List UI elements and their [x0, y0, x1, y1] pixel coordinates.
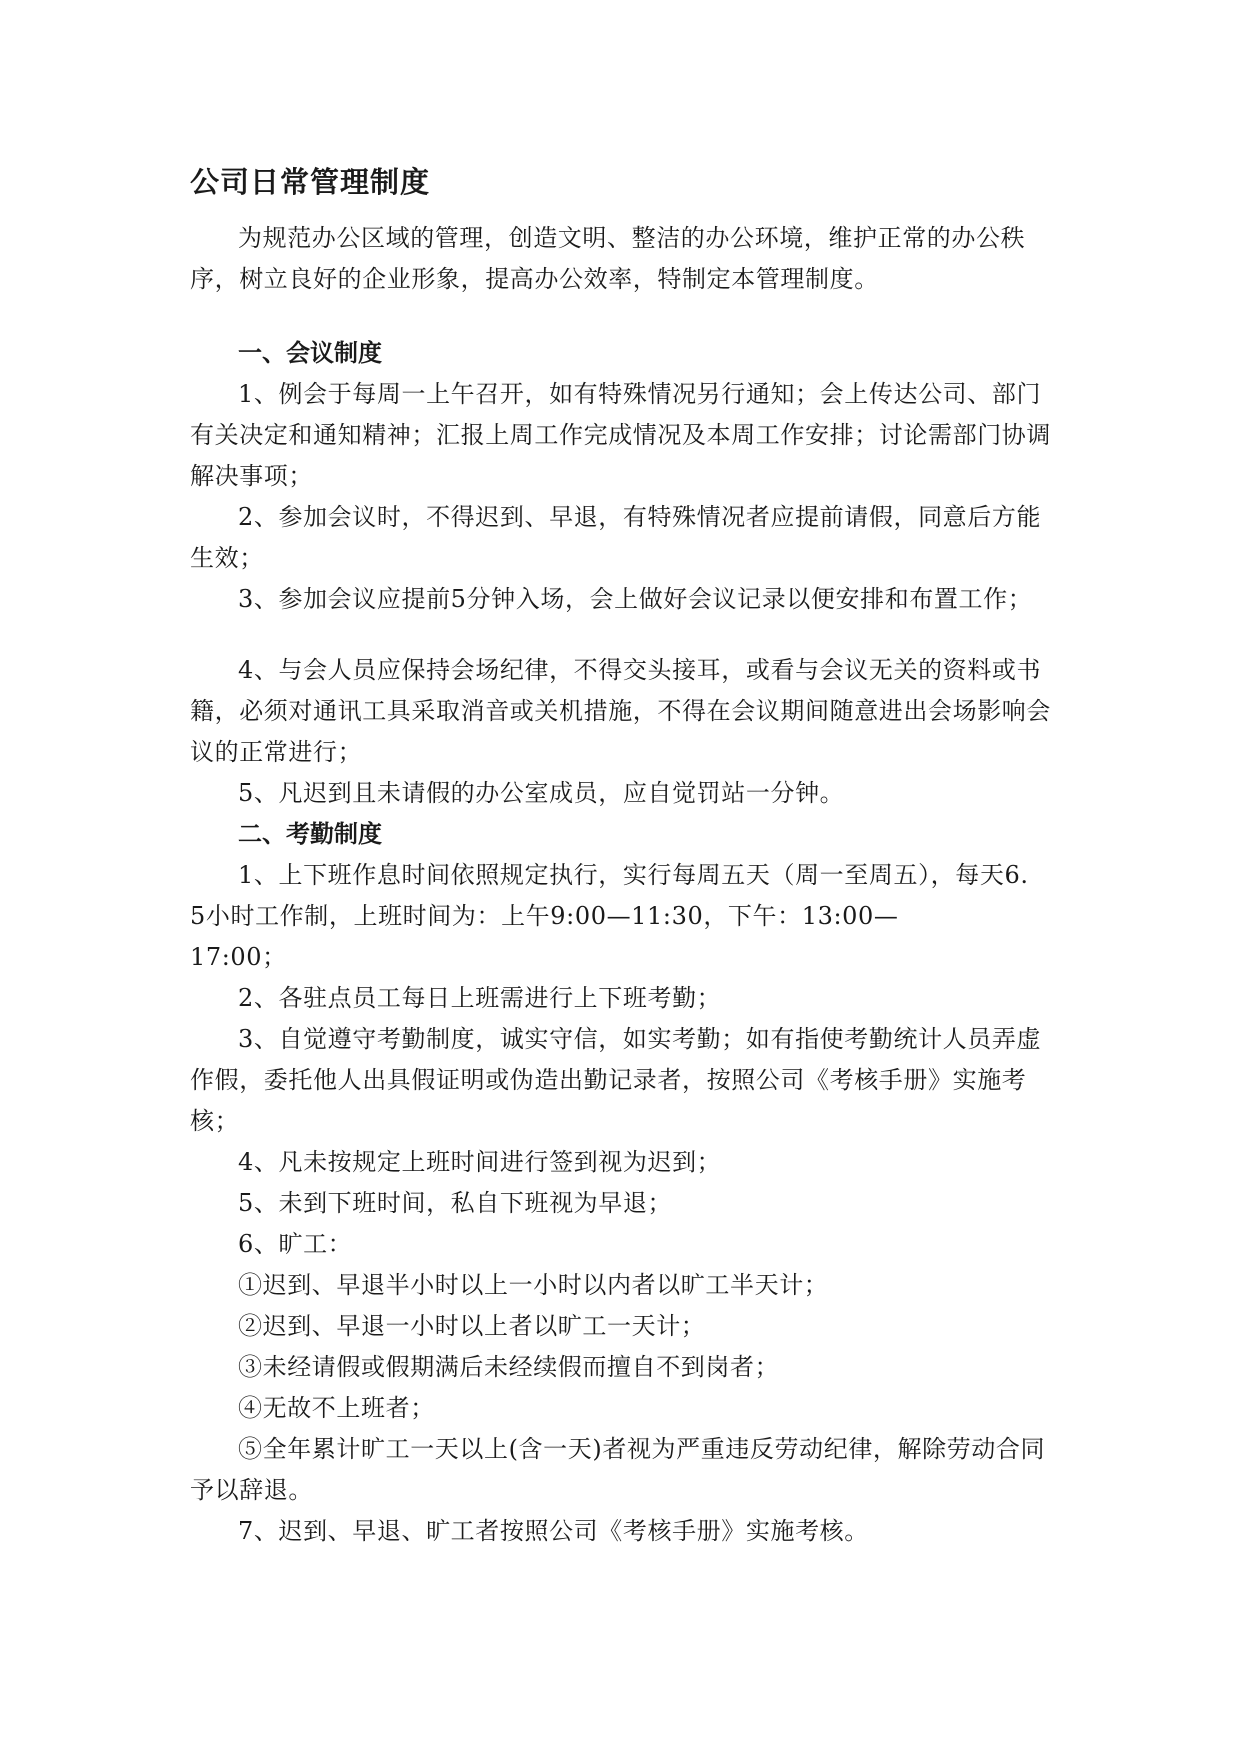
attendance-rule-5: 5、未到下班时间，私自下班视为早退；: [238, 1189, 673, 1217]
meeting-rule-3: 3、参加会议应提前5分钟入场，会上做好会议记录以便安排和布置工作；: [238, 585, 1033, 613]
meeting-rule-1: 1、例会于每周一上午召开，如有特殊情况另行通知；会上传达公司、部门有关决定和通知精神；汇报上周工作完成情况及本周工作安排；讨论需部门协调解决事项；: [190, 380, 1051, 490]
absence-subitem-3: ③未经请假或假期满后未经续假而擅自不到岗者；: [238, 1353, 780, 1381]
attendance-rule-4: 4、凡未按规定上班时间进行签到视为迟到；: [238, 1148, 722, 1176]
meeting-rule-4: 4、与会人员应保持会场纪律，不得交头接耳，或看与会议无关的资料或书籍，必须对通讯工具采取消音或关机措施，不得在会议期间随意进出会场影响会议的正常进行；: [190, 656, 1051, 766]
absence-subitem-2: ②迟到、早退一小时以上者以旷工一天计；: [238, 1312, 706, 1340]
attendance-rule-1: [190, 855, 1060, 896]
attendance-rule-1-cont: [190, 896, 1060, 937]
attendance-rule-1-line-2: 5小时工作制，上班时间为：上午9:00—11:30，下午：13:00—: [190, 902, 899, 930]
attendance-rule-7: 7、迟到、早退、旷工者按照公司《考核手册》实施考核。: [238, 1517, 869, 1545]
attendance-rule-1-line-1: 1、上下班作息时间依照规定执行，实行每周五天（周一至周五），每天6.: [238, 861, 1029, 889]
spacer: [190, 620, 1060, 650]
section-heading-meetings: 一、会议制度: [238, 339, 382, 367]
absence-subitem-1: ①迟到、早退半小时以上一小时以内者以旷工半天计；: [238, 1271, 829, 1299]
section-heading-attendance: 二、考勤制度: [238, 820, 382, 848]
attendance-rule-1-end: [190, 937, 1060, 978]
meeting-rule-5: 5、凡迟到且未请假的办公室成员，应自觉罚站一分钟。: [238, 779, 845, 807]
document-title: 公司日常管理制度: [190, 165, 431, 199]
absence-subitem-5: ⑤全年累计旷工一天以上(含一天)者视为严重违反劳动纪律，解除劳动合同予以辞退。: [190, 1435, 1046, 1504]
spacer: [190, 300, 1060, 333]
meeting-rule-2: 2、参加会议时，不得迟到、早退，有特殊情况者应提前请假，同意后方能生效；: [190, 503, 1042, 572]
intro-paragraph: 为规范办公区域的管理，创造文明、整洁的办公环境，维护正常的办公秩序，树立良好的企业形象，提高办公效率，特制定本管理制度。: [190, 224, 1026, 293]
attendance-rule-6: 6、旷工：: [238, 1230, 353, 1258]
attendance-rule-2: 2、各驻点员工每日上班需进行上下班考勤；: [238, 984, 722, 1012]
document-page: [190, 160, 1060, 1552]
attendance-rule-1-line-3: 17:00；: [190, 943, 287, 971]
attendance-rule-3: 3、自觉遵守考勤制度，诚实守信，如实考勤；如有指使考勤统计人员弄虚作假，委托他人出具假证明或伪造出勤记录者，按照公司《考核手册》实施考核；: [190, 1025, 1042, 1135]
absence-subitem-4: ④无故不上班者；: [238, 1394, 435, 1422]
